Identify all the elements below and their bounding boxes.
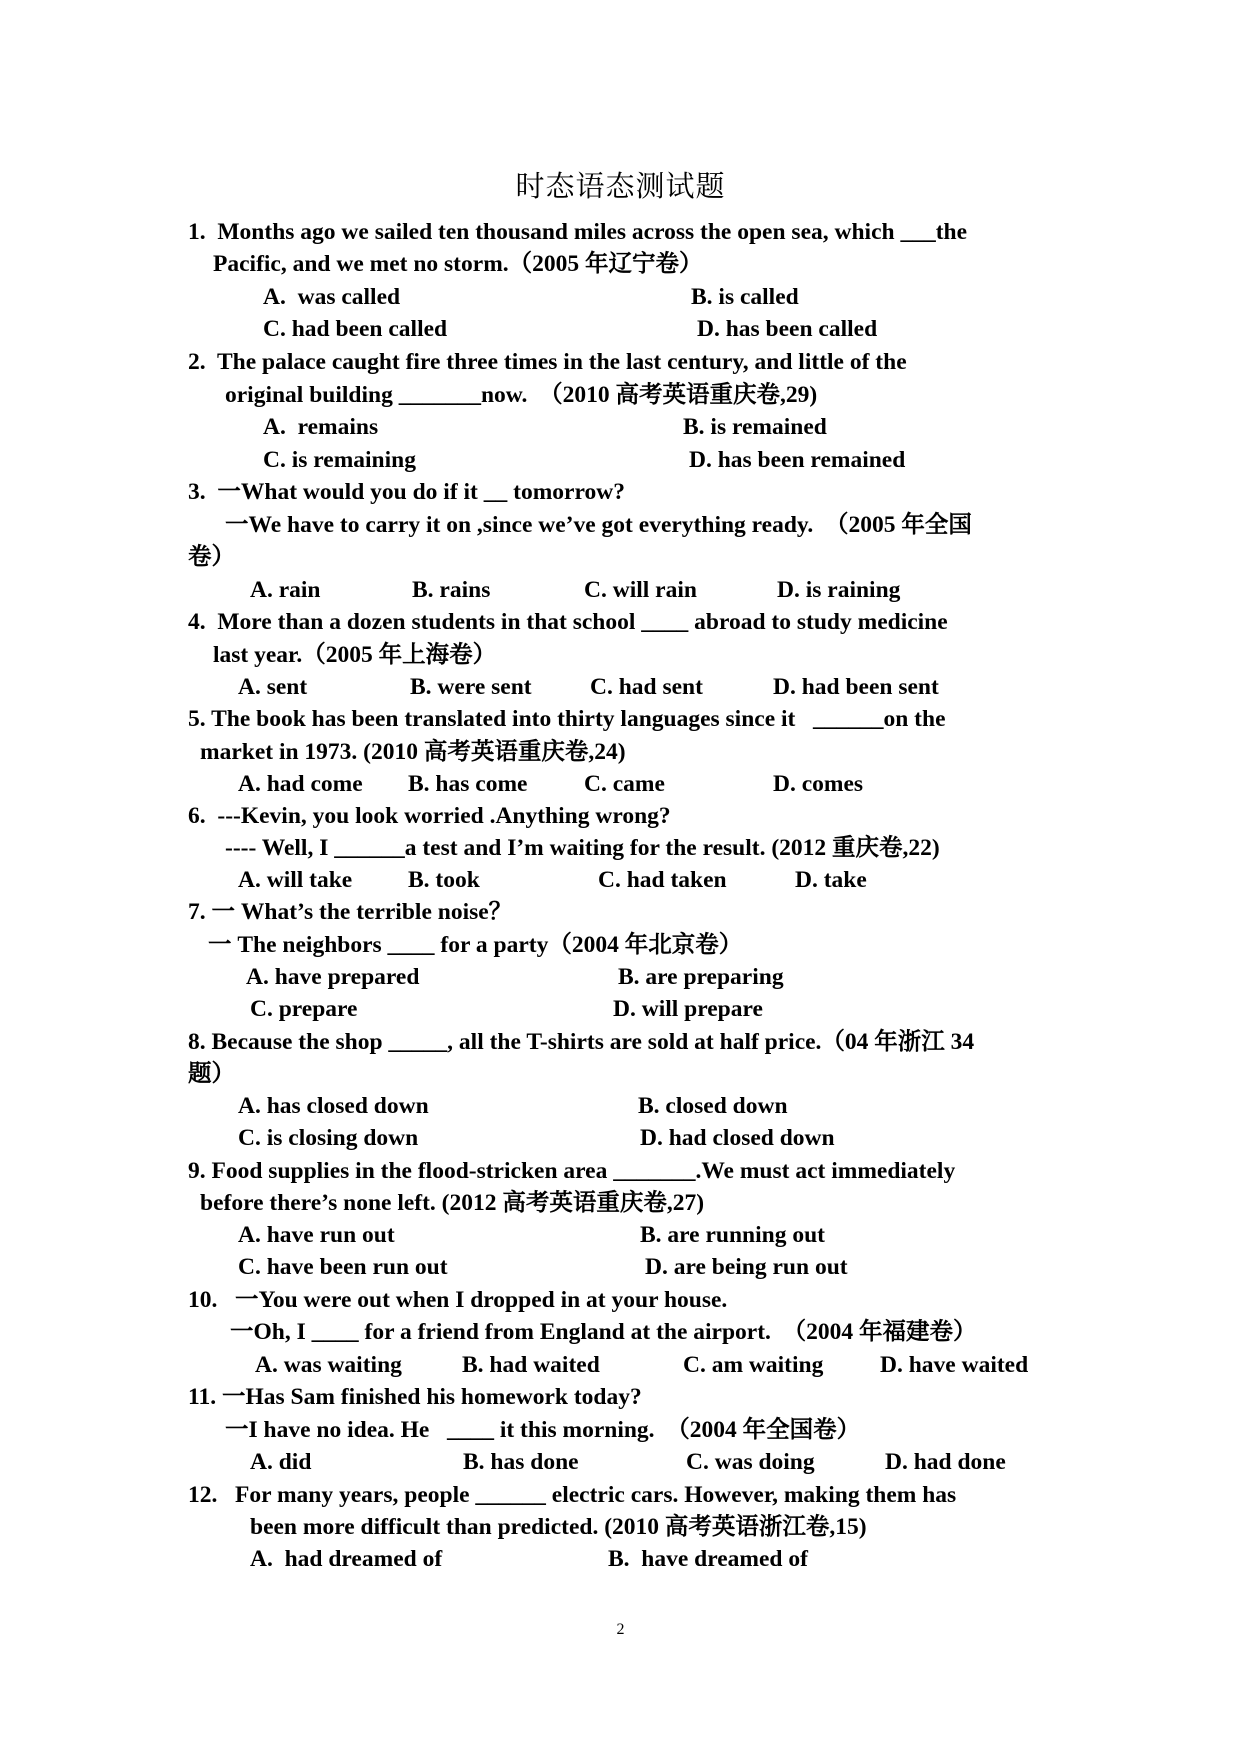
question-11-option-a: A. did <box>250 1449 312 1475</box>
question-10-option-b: B. had waited <box>462 1352 600 1378</box>
question-6-line-1: 6. ---Kevin, you look worried .Anything wrong? <box>188 803 671 829</box>
question-2-line-2: original building _______now. （2010 高考英语重庆卷,29) <box>225 382 818 408</box>
question-5-line-1: 5. The book has been translated into thirty languages since it ______on the <box>188 706 946 732</box>
question-12-option-b: B. have dreamed of <box>608 1546 808 1572</box>
question-6-line-2: ---- Well, I ______a test and I’m waiting for the result. (2012 重庆卷,22) <box>225 835 940 861</box>
question-2-option-a: A. remains <box>263 414 379 440</box>
question-3-option-c: C. will rain <box>584 577 697 603</box>
question-10-option-a: A. was waiting <box>255 1352 402 1378</box>
question-9-option-d: D. are being run out <box>645 1254 848 1280</box>
question-8-line-1: 8. Because the shop _____, all the T-shirts are sold at half price.（04 年浙江 34 <box>188 1029 975 1055</box>
question-8-option-c: C. is closing down <box>238 1125 419 1151</box>
question-3-option-d: D. is raining <box>777 577 901 603</box>
question-8-option-a: A. has closed down <box>238 1093 429 1119</box>
question-11-line-1: 11. 一Has Sam finished his homework today? <box>188 1384 642 1410</box>
question-1-option-b: B. is called <box>691 284 799 310</box>
question-3-line-1: 3. 一What would you do if it __ tomorrow? <box>188 479 625 505</box>
question-3-line-3: 卷） <box>188 544 235 570</box>
question-11-option-b: B. has done <box>463 1449 579 1475</box>
question-9-line-1: 9. Food supplies in the flood-stricken area _______.We must act immediately <box>188 1158 956 1184</box>
question-8-option-d: D. had closed down <box>640 1125 835 1151</box>
question-5-line-2: market in 1973. (2010 高考英语重庆卷,24) <box>200 739 626 765</box>
question-12-line-2: been more difficult than predicted. (2010 高考英语浙江卷,15) <box>250 1514 867 1540</box>
question-3-option-a: A. rain <box>250 577 321 603</box>
question-12-option-a: A. had dreamed of <box>250 1546 443 1572</box>
question-10-option-c: C. am waiting <box>683 1352 824 1378</box>
question-2-option-b: B. is remained <box>683 414 827 440</box>
question-4-option-b: B. were sent <box>410 674 532 700</box>
question-6-option-b: B. took <box>408 867 480 893</box>
question-9-option-c: C. have been run out <box>238 1254 448 1280</box>
question-5-option-d: D. comes <box>773 771 864 797</box>
page-title: 时态语态测试题 <box>515 169 726 203</box>
question-7-line-1: 7. 一 What’s the terrible noise？ <box>188 899 513 925</box>
question-11-line-2: 一I have no idea. He ____ it this morning. （2004 年全国卷） <box>225 1417 861 1443</box>
question-11-option-c: C. was doing <box>686 1449 815 1475</box>
question-9-option-a: A. have run out <box>238 1222 395 1248</box>
question-1-option-d: D. has been called <box>697 316 878 342</box>
question-6-option-a: A. will take <box>238 867 353 893</box>
question-2-line-1: 2. The palace caught fire three times in the last century, and little of the <box>188 349 907 375</box>
question-4-line-1: 4. More than a dozen students in that school ____ abroad to study medicine <box>188 609 948 635</box>
question-1-option-a: A. was called <box>263 284 401 310</box>
question-8-option-b: B. closed down <box>638 1093 788 1119</box>
question-4-option-d: D. had been sent <box>773 674 939 700</box>
question-9-option-b: B. are running out <box>640 1222 825 1248</box>
question-6-option-c: C. had taken <box>598 867 727 893</box>
question-7-option-b: B. are preparing <box>618 964 784 990</box>
question-12-line-1: 12. For many years, people ______ electric cars. However, making them has <box>188 1482 957 1508</box>
question-3-line-2: 一We have to carry it on ,since we’ve got everything ready. （2005 年全国 <box>225 512 972 538</box>
question-9-line-2: before there’s none left. (2012 高考英语重庆卷,27) <box>200 1190 705 1216</box>
question-6-option-d: D. take <box>795 867 867 893</box>
question-1-option-c: C. had been called <box>263 316 448 342</box>
question-2-option-c: C. is remaining <box>263 447 416 473</box>
page-number: 2 <box>616 1621 625 1638</box>
question-7-option-d: D. will prepare <box>613 996 763 1022</box>
question-5-option-b: B. has come <box>408 771 528 797</box>
question-5-option-c: C. came <box>584 771 665 797</box>
question-7-option-a: A. have prepared <box>246 964 420 990</box>
question-4-option-a: A. sent <box>238 674 308 700</box>
question-3-option-b: B. rains <box>412 577 491 603</box>
question-4-option-c: C. had sent <box>590 674 703 700</box>
question-5-option-a: A. had come <box>238 771 363 797</box>
question-1-line-1: 1. Months ago we sailed ten thousand miles across the open sea, which ___the <box>188 219 968 245</box>
question-4-line-2: last year.（2005 年上海卷） <box>213 642 497 668</box>
question-10-line-1: 10. 一You were out when I dropped in at your house. <box>188 1287 728 1313</box>
question-10-line-2: 一Oh, I ____ for a friend from England at the airport. （2004 年福建卷） <box>230 1319 977 1345</box>
question-2-option-d: D. has been remained <box>689 447 906 473</box>
question-1-line-2: Pacific, and we met no storm.（2005 年辽宁卷） <box>213 251 703 277</box>
question-7-option-c: C. prepare <box>250 996 358 1022</box>
question-8-line-2: 题） <box>188 1061 235 1087</box>
question-10-option-d: D. have waited <box>880 1352 1029 1378</box>
question-7-line-2: 一 The neighbors ____ for a party（2004 年北京卷） <box>208 932 743 958</box>
question-11-option-d: D. had done <box>885 1449 1006 1475</box>
